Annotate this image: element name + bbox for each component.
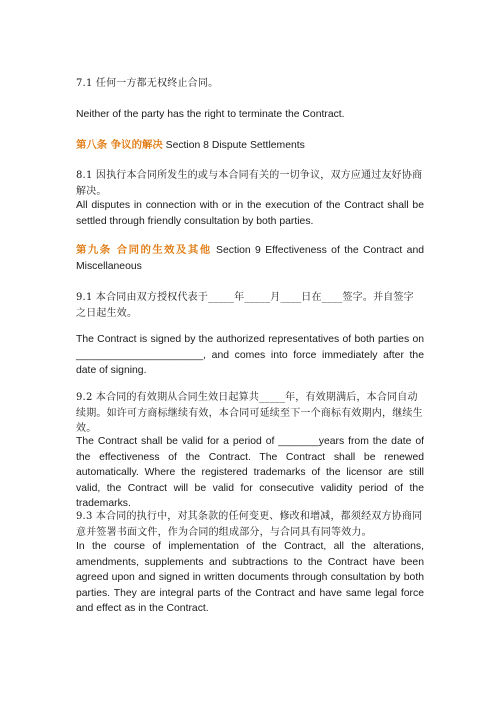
clause-8-1-en: All disputes in connection with or in the execution of the Contract shall be settled through friendly consultation by both parties.: [76, 200, 424, 227]
clause-8-1-zh: 8.1 因执行本合同所发生的或与本合同有关的一切争议，双方应通过友好协商解决。: [76, 170, 423, 197]
clause-9-2-en: The Contract shall be valid for a period of _______years from the date of the effectiveness of the Contract. The Contract shall be renewed automatically. Where the registered trademarks of the licensor are still valid, the Contract will be valid for consecutive validity period of the trademarks.: [76, 436, 424, 509]
clause-9-3-en: In the course of implementation of the Contract, all the alterations, amendments, supplements and subtractions to the Contract have been agreed upon and signed in written documents through consultation by both parties. They are integral parts of the Contract and have same legal force and effect as in the Contract.: [76, 541, 424, 614]
section-9-heading-zh: 第九条 合同的生效及其他: [76, 244, 212, 256]
clause-9-2-zh: 9.2 本合同的有效期从合同生效日起算共_____年，有效期满后，本合同自动续期。如许可方商标继续有效，本合同可延续至下一个商标有效期内，继续生效。: [76, 392, 423, 434]
clause-7-1-en: Neither of the party has the right to terminate the Contract.: [76, 109, 345, 120]
clause-9-3-zh: 9.3 本合同的执行中，对其条款的任何变更、修改和增减，都须经双方协商同意并签署书面文件，作为合同的组成部分，与合同具有同等效力。: [76, 511, 423, 538]
section-8-heading-en: Section 8 Dispute Settlements: [162, 140, 305, 151]
section-9-heading: [76, 243, 424, 274]
clause-9-1-zh: 9.1 本合同由双方授权代表于_____年_____月____日在____签字。并自签字之日起生效。: [76, 292, 414, 319]
section-8-heading: [76, 138, 424, 154]
section-9-heading-en: Section 9 Effectiveness of the Contract and Miscellaneous: [76, 245, 424, 272]
section-8-heading-zh: 第八条 争议的解决: [76, 139, 163, 151]
clause-9-1-en: The Contract is signed by the authorized representatives of both parties on ______________________, and comes into force immediately after the date of signing.: [76, 334, 424, 376]
clause-7-1-zh: 7.1 任何一方都无权终止合同。: [76, 78, 219, 89]
